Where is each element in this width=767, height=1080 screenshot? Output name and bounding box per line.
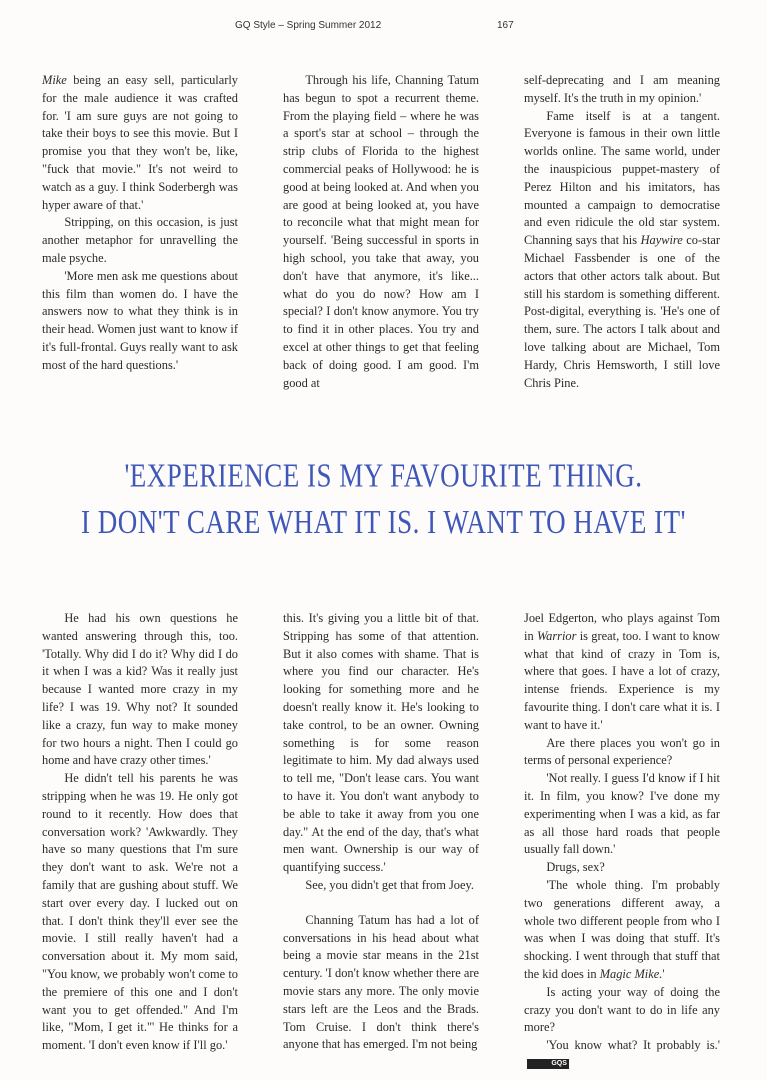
paragraph: See, you didn't get that from Joey. (305, 877, 474, 892)
film-title: Haywire (640, 233, 683, 248)
paragraph: this. It's giving you a little bit of that. Stripping has some of that attention. But it also comes with shame. That is where you find our character. He's looking for something more and he doesn't really know it. He's looking to take control, to be an owner. Owning something is for some reason legitimate to him. My dad always used to tell me, "Don't lease cars. You want to have it. You don't want anybody to be able to take it away from you one day." At the end of the day, that's what men want. Ownership is our way of quantifying success.' (283, 611, 479, 875)
paragraph-text: Fame itself is at a tangent. Everyone is famous in their own little worlds online. The same world, under the inauspicious puppet-mastery of Perez Hilton and his imitators, has mounted a campaign to democratise and even ridicule the old star system. Channing says that his (524, 108, 720, 248)
end-mark-icon: GQS (527, 1059, 569, 1069)
paragraph: Stripping, on this occasion, is just another metaphor for unravelling the male psyche. (42, 215, 238, 265)
pull-quote-line-2: I DON'T CARE WHAT IT IS. I WANT TO HAVE IT' (81, 502, 686, 541)
paragraph: Are there places you won't go in terms of personal experience? (524, 735, 720, 768)
pull-quote (0, 453, 767, 546)
top-column-1 (42, 72, 238, 375)
paragraph-text: being an easy sell, particularly for the male audience it was crafted for. 'I am sure guys are not going to take their boys to see this movie. But I promise you that they won't be, like, "fuck that movie." It's not weird to watch as a guy. I think Soderbergh was hyper aware of that.' (42, 73, 238, 212)
paragraph: Through his life, Channing Tatum has begun to spot a recurrent theme. From the playing field – where he was a sport's star at school – through the strip clubs of Florida to the highest commercial peaks of Hollywood: he is good at being looked at. And when you are good at being looked at, you have to reconcile what that might mean for yourself. 'Being successful in sports in high school, you take that away, you don't have that anymore, it's like... what do you do now? How am I special? I don't know anymore. You try to find it in other places. You try and excel at other things to get that feeling back of doing good. I am good. I'm good at (283, 73, 479, 390)
bottom-column-3 (524, 610, 720, 1073)
paragraph (42, 72, 238, 214)
paragraph: self-deprecating and I am meaning myself. It's the truth in my opinion.' (524, 73, 720, 105)
film-title: Warrior (536, 628, 577, 643)
bottom-column-1 (42, 610, 238, 1055)
bottom-column-2 (283, 610, 479, 1054)
paragraph: Channing Tatum has had a lot of conversations in his head about what being a movie star means in the 21st century. 'I don't know whether there are movie stars any more. The only movie stars left are the Leos and the Brads. Tom Cruise. I don't think there's anyone that has emerged. I'm not being (283, 912, 479, 1052)
paragraph-text: co-star Michael Fassbender is one of the actors that other actors talk about. But still his stardom is something different. Post-digital, everything is. 'He's one of them, sure. The actors I talk about and love talking about are Michael, Tom Hardy, Chris Hemsworth, I still love Chris Pine. (524, 233, 721, 390)
film-title: Mike (42, 73, 67, 87)
paragraph: 'More men ask me questions about this film than women do. I have the answers now to what they think is in their head. Women just want to know if it's full-frontal. Guys really want to ask most of the hard questions.' (42, 268, 238, 372)
paragraph-text: ' (662, 966, 665, 981)
top-column-2 (283, 72, 479, 392)
page-number: 167 (497, 20, 514, 31)
paragraph (524, 877, 720, 984)
paragraph (524, 1037, 720, 1073)
paragraph: Is acting your way of doing the crazy you don't want to do in life any more? (524, 984, 720, 1035)
paragraph: Drugs, sex? (546, 860, 605, 875)
paragraph: 'Not really. I guess I'd know if I hit it. In film, you know? I've done my experimenting when I was a kid, as far as all those hard roads that people usually fall down.' (524, 771, 720, 857)
top-column-3 (524, 72, 720, 392)
paragraph: He didn't tell his parents he was stripping when he was 19. He only got round to it recently. How does that conversation work? 'Awkwardly. They have so many questions that I'm sure they don't want to ask. We're not a family that are gushing about stuff. We start over every day. I lucked out on that. I don't think they'll ever see the movie. I still really haven't had a conversation about it. My mom said, "You know, we probably won't come to the premiere of this one and I don't want you to get offended." And I'm like, "Mom, I get it."' He thinks for a moment. 'I don't even know if I'll go.' (42, 771, 238, 1053)
paragraph-text: 'You know what? It probably is.' (546, 1038, 720, 1053)
film-title: Magic Mike. (599, 966, 663, 981)
paragraph: He had his own questions he wanted answering through this, too. 'Totally. Why did I do it? Why did I do it when I was a kid? Was it really just because I wanted more crazy in my life? I was 19. Why not? It sounded like a crazy, fun way to make money for two hours a night. Then I could go home and have crazy other times.' (42, 611, 238, 768)
paragraph-text: Joel Edgerton, who plays against Tom in (524, 611, 720, 643)
paragraph-text: is great, too. I want to know what that kind of crazy in Tom is, where that goes. I have a lot of crazy, intense friends. Experience is my favourite thing. I don't care what it is. I want to have it.' (524, 628, 720, 732)
page-header (0, 14, 767, 34)
pull-quote-line-1: 'EXPERIENCE IS MY FAVOURITE THING. (124, 456, 643, 494)
paragraph (524, 108, 720, 393)
magazine-title: GQ Style – Spring Summer 2012 (235, 20, 382, 31)
paragraph-text: 'The whole thing. I'm probably two generations different away, a whole two different people from who I was when I was doing that stuff. It's shocking. I went through that stuff that the kid does in (524, 877, 720, 981)
paragraph (524, 610, 720, 735)
